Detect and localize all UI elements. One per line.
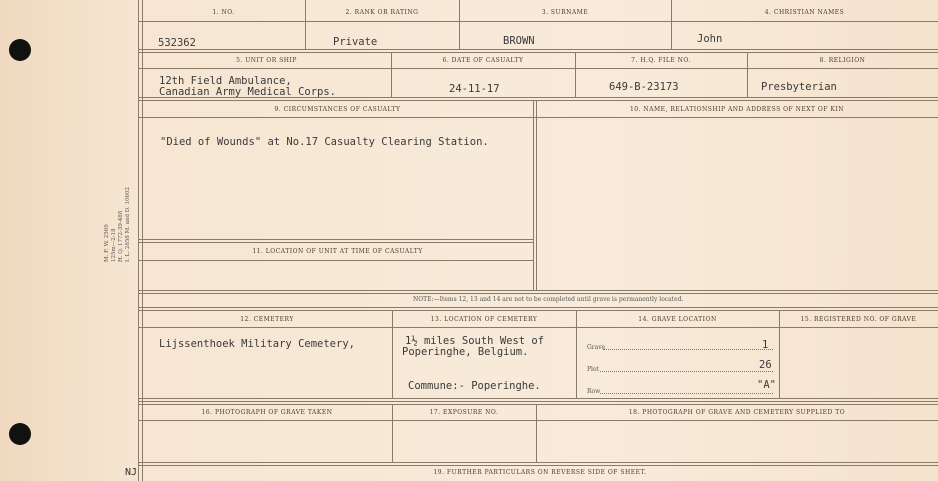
grave-value: 1: [762, 339, 769, 351]
header-unit: 5. UNIT OR SHIP: [236, 57, 297, 64]
rule: [138, 239, 534, 240]
rule: [138, 293, 938, 294]
rule: [138, 49, 938, 50]
service-number: 532362: [158, 37, 196, 49]
unit-line-1: 12th Field Ambulance,: [159, 75, 292, 87]
christian-name-value: John: [697, 33, 723, 45]
frame-left: [138, 0, 139, 481]
header-no: 1. NO.: [212, 9, 235, 16]
header-registered-no: 15. REGISTERED NO. OF GRAVE: [800, 316, 917, 323]
row-label: Row: [587, 388, 601, 395]
rule: [138, 398, 938, 399]
header-cemetery: 12. CEMETERY: [240, 316, 294, 323]
date-of-casualty: 24-11-17: [449, 83, 500, 95]
rule: [138, 68, 938, 69]
rule: [138, 404, 938, 405]
cemetery-value: Lijssenthoek Military Cemetery,: [159, 338, 355, 350]
hq-file-number: 649-B-23173: [609, 81, 679, 93]
grave-label: Grave: [587, 344, 606, 351]
side-print-line: M. F. W. 2569: [104, 224, 110, 262]
cemetery-location-line-2: Poperinghe, Belgium.: [402, 346, 529, 358]
side-print-line: I. L. 2858 M. and D. 10602: [125, 187, 131, 262]
note-text: NOTE:—Items 12, 13 and 14 are not to be completed until grave is permanently located.: [413, 296, 684, 303]
unit-line-2: Canadian Army Medical Corps.: [159, 86, 337, 98]
rule: [138, 117, 938, 118]
rule: [459, 0, 460, 49]
plot-value: 26: [759, 359, 772, 371]
side-print-line: H. Q. 1772-39-488: [118, 210, 124, 262]
circumstances-value: "Died of Wounds" at No.17 Casualty Clearing Station.: [160, 136, 489, 148]
surname-value: BROWN: [503, 35, 535, 47]
rule: [576, 310, 577, 398]
header-location-of-unit: 11. LOCATION OF UNIT AT TIME OF CASUALTY: [252, 248, 423, 255]
header-photograph-taken: 16. PHOTOGRAPH OF GRAVE TAKEN: [201, 409, 333, 416]
rule: [779, 310, 780, 398]
rule: [138, 462, 938, 463]
cemetery-location-line-1: 1½ miles South West of: [405, 335, 545, 347]
header-grave-location: 14. GRAVE LOCATION: [638, 316, 717, 323]
margin-initials: NJ: [125, 467, 138, 478]
rule: [138, 52, 938, 53]
rule: [138, 465, 938, 466]
rule: [138, 290, 938, 291]
header-photograph-supplied: 18. PHOTOGRAPH OF GRAVE AND CEMETERY SUPPLIED TO: [628, 409, 846, 416]
rule: [138, 100, 938, 101]
plot-dots: [600, 371, 773, 372]
rule: [536, 100, 537, 290]
side-print-line: 125m—2-18: [111, 228, 117, 262]
rule: [138, 260, 534, 261]
header-date: 6. DATE OF CASUALTY: [442, 57, 524, 64]
rank-value: Private: [333, 36, 378, 48]
header-exposure-no: 17. EXPOSURE NO.: [429, 409, 499, 416]
side-print: [104, 187, 132, 262]
header-hq-file: 7. H.Q. FILE NO.: [631, 57, 691, 64]
header-circumstances: 9. CIRCUMSTANCES OF CASUALTY: [274, 106, 401, 113]
rule: [138, 21, 938, 22]
rule: [392, 310, 393, 398]
header-religion: 8. RELIGION: [819, 57, 866, 64]
punch-hole-bottom: [9, 423, 31, 445]
header-christian-names: 4. CHRISTIAN NAMES: [764, 9, 845, 16]
rule: [533, 100, 534, 290]
rule: [138, 242, 534, 243]
rule: [138, 420, 938, 421]
religion-value: Presbyterian: [761, 81, 837, 93]
rule: [138, 310, 938, 311]
row-dots: [600, 393, 773, 394]
rule: [305, 0, 306, 49]
rule: [138, 327, 938, 328]
rule: [138, 307, 938, 308]
header-next-of-kin: 10. NAME, RELATIONSHIP AND ADDRESS OF NEXT OF KIN: [629, 106, 845, 113]
grave-dots: [603, 349, 773, 350]
header-location-of-cemetery: 13. LOCATION OF CEMETERY: [430, 316, 538, 323]
header-further-particulars: 19. FURTHER PARTICULARS ON REVERSE SIDE OF SHEET.: [433, 469, 647, 476]
header-surname: 3. SURNAME: [541, 9, 589, 16]
punch-hole-top: [9, 39, 31, 61]
header-rank: 2. RANK OR RATING: [345, 9, 419, 16]
commune-value: Commune:- Poperinghe.: [408, 380, 541, 392]
plot-label: Plot: [587, 366, 599, 373]
rule: [671, 0, 672, 49]
row-value: "A": [757, 379, 776, 391]
rule: [138, 401, 938, 402]
